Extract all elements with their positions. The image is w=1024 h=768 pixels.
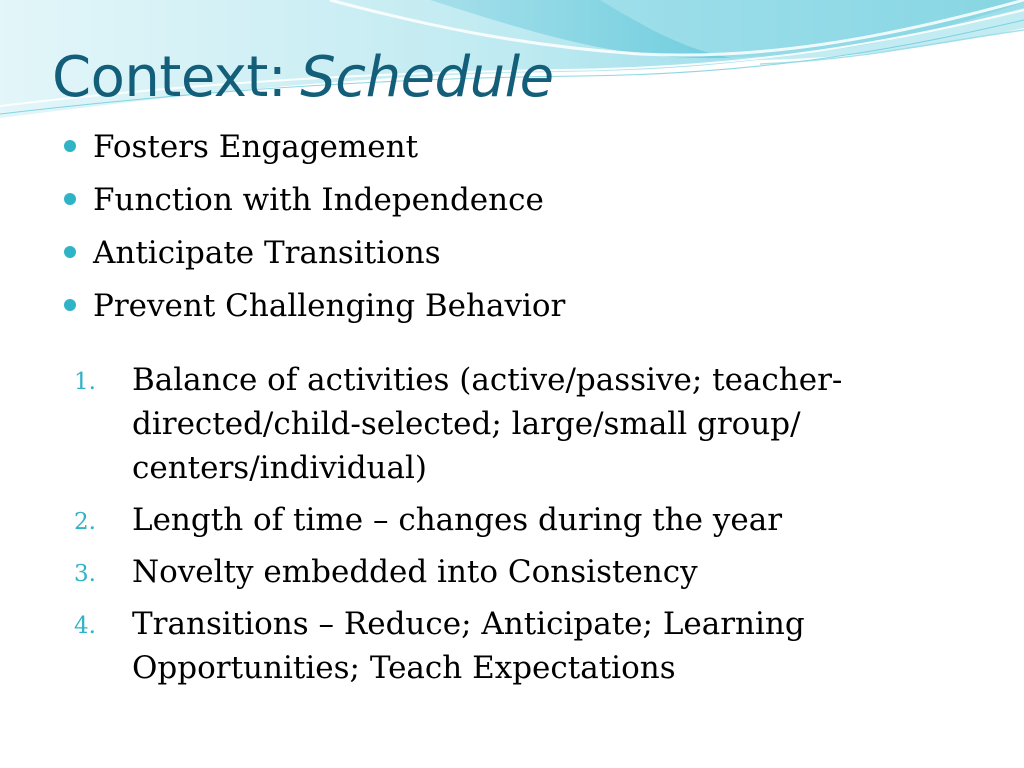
item-text: Balance of activities (active/passive; teacher-directed/child-selected; large/small group/ centers/individual) bbox=[132, 362, 843, 486]
bullet-dot-icon bbox=[64, 140, 76, 152]
bullet-text: Fosters Engagement bbox=[93, 129, 419, 165]
item-number: 1. bbox=[74, 369, 96, 395]
numbered-item bbox=[74, 602, 974, 690]
item-number: 4. bbox=[74, 613, 96, 639]
numbered-item bbox=[74, 550, 974, 594]
numbered-item bbox=[74, 358, 974, 490]
bullet-dot-icon bbox=[64, 193, 76, 205]
bullet-item bbox=[62, 124, 565, 177]
item-text: Transitions – Reduce; Anticipate; Learning Opportunities; Teach Expectations bbox=[132, 606, 805, 686]
bullet-item bbox=[62, 177, 565, 230]
bullet-dot-icon bbox=[64, 299, 76, 311]
item-number: 3. bbox=[74, 561, 96, 587]
title-emphasis: Schedule bbox=[300, 45, 554, 110]
bullet-text: Function with Independence bbox=[93, 182, 544, 218]
item-number: 2. bbox=[74, 509, 96, 535]
slide-title bbox=[52, 45, 554, 110]
bullet-item bbox=[62, 283, 565, 336]
item-text: Novelty embedded into Consistency bbox=[132, 554, 698, 590]
bullet-text: Anticipate Transitions bbox=[93, 235, 441, 271]
bullet-list bbox=[62, 124, 565, 336]
title-text: Context: bbox=[52, 45, 287, 110]
bullet-text: Prevent Challenging Behavior bbox=[93, 288, 566, 324]
item-text: Length of time – changes during the year bbox=[132, 502, 783, 538]
bullet-item bbox=[62, 230, 565, 283]
bullet-dot-icon bbox=[64, 246, 76, 258]
numbered-item bbox=[74, 498, 974, 542]
numbered-list bbox=[74, 358, 974, 698]
